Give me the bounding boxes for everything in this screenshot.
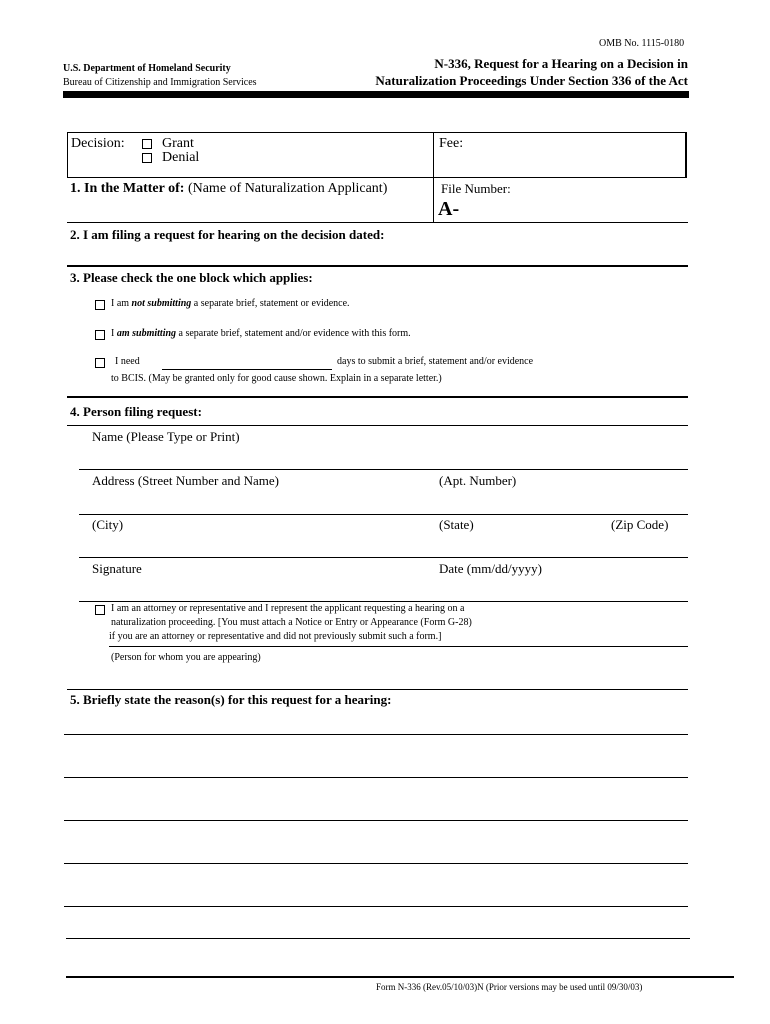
- section5-label: 5. Briefly state the reason(s) for this request for a hearing:: [70, 692, 392, 707]
- am-submitting-checkbox[interactable]: [95, 330, 105, 340]
- need-days-checkbox[interactable]: [95, 358, 105, 368]
- matter-of-heading: 1. In the Matter of:: [70, 181, 185, 196]
- grant-checkbox[interactable]: [142, 139, 152, 149]
- decision-box-bottom: [67, 177, 687, 178]
- name-input-line[interactable]: [79, 469, 688, 470]
- attorney-line2: naturalization proceeding. [You must attach a Notice or Entry or Appearance (Form G-28): [111, 617, 472, 628]
- opt1-emphasis: not submitting: [131, 298, 192, 309]
- attorney-line1: I am an attorney or representative and I represent the applicant requesting a hearing on a: [111, 603, 465, 614]
- state-label: (State): [439, 517, 474, 532]
- section3-bottom-rule: [67, 396, 688, 398]
- decision-box-left: [67, 132, 68, 178]
- reason-line-6[interactable]: [66, 938, 690, 939]
- zip-label: (Zip Code): [611, 517, 669, 532]
- need-days-line2: to BCIS. (May be granted only for good cause shown. Explain in a separate letter.): [111, 373, 442, 384]
- bureau-name: Bureau of Citizenship and Immigration Services: [63, 77, 257, 88]
- not-submitting-text: [111, 298, 350, 309]
- need-days-pre: I need: [115, 356, 140, 367]
- days-input-line[interactable]: [162, 369, 332, 370]
- file-number-label: File Number:: [441, 181, 511, 196]
- decision-box-top: [67, 132, 687, 133]
- city-label: (City): [92, 517, 124, 532]
- not-submitting-checkbox[interactable]: [95, 300, 105, 310]
- need-days-post: days to submit a brief, statement and/or evidence: [337, 356, 534, 367]
- section2-bottom-rule: [67, 265, 688, 267]
- fee-label: Fee:: [439, 136, 464, 151]
- am-submitting-text: [111, 328, 411, 339]
- opt2-pre: I: [111, 328, 117, 339]
- department-name: U.S. Department of Homeland Security: [63, 63, 231, 74]
- opt1-post: a separate brief, statement or evidence.: [191, 298, 350, 309]
- reason-line-3[interactable]: [64, 820, 688, 821]
- apt-label: (Apt. Number): [439, 473, 517, 488]
- form-title-line2: Naturalization Proceedings Under Section 336 of the Act: [375, 73, 688, 88]
- denial-label: Denial: [162, 150, 200, 165]
- signature-label: Signature: [92, 561, 142, 576]
- section4-label: 4. Person filing request:: [70, 404, 202, 419]
- reason-line-1[interactable]: [64, 734, 688, 735]
- attorney-checkbox[interactable]: [95, 605, 105, 615]
- opt2-emphasis: am submitting: [116, 328, 177, 339]
- section1-bottom-rule: [67, 222, 688, 223]
- opt1-pre: I am: [111, 298, 132, 309]
- matter-of-label: [70, 181, 387, 197]
- denial-checkbox[interactable]: [142, 153, 152, 163]
- date-label: Date (mm/dd/yyyy): [439, 561, 542, 576]
- grant-label: Grant: [162, 136, 194, 151]
- footer-rule: [66, 976, 734, 978]
- section4-bottom-rule: [67, 689, 688, 690]
- form-title-line1: N-336, Request for a Hearing on a Decision in: [434, 56, 688, 71]
- form-id: Form N-336 (Rev.05/10/03)N (Prior versions may be used until 09/30/03): [376, 982, 643, 992]
- name-label: Name (Please Type or Print): [92, 429, 240, 444]
- matter-of-sub: (Name of Naturalization Applicant): [187, 181, 388, 196]
- reason-line-2[interactable]: [64, 777, 688, 778]
- city-input-line[interactable]: [79, 557, 688, 558]
- address-label: Address (Street Number and Name): [92, 473, 279, 488]
- decision-box-right: [685, 132, 687, 178]
- reason-line-4[interactable]: [64, 863, 688, 864]
- address-input-line[interactable]: [79, 514, 688, 515]
- person-for-input-line[interactable]: [109, 646, 688, 647]
- section4-heading-rule: [67, 425, 688, 426]
- omb-number: OMB No. 1115-0180: [599, 38, 685, 49]
- a-number-prefix: A-: [438, 198, 460, 220]
- reason-line-5[interactable]: [64, 906, 688, 907]
- decision-label: Decision:: [71, 136, 125, 151]
- section3-label: 3. Please check the one block which applies:: [70, 270, 313, 285]
- signature-input-line[interactable]: [79, 601, 688, 602]
- opt2-post: a separate brief, statement and/or evidence with this form.: [176, 328, 411, 339]
- attorney-line3: if you are an attorney or representative and did not previously submit such a form.]: [109, 631, 442, 642]
- person-for-label: (Person for whom you are appearing): [111, 652, 261, 663]
- section2-label: 2. I am filing a request for hearing on the decision dated:: [70, 227, 385, 242]
- header-thick-rule: [63, 91, 689, 98]
